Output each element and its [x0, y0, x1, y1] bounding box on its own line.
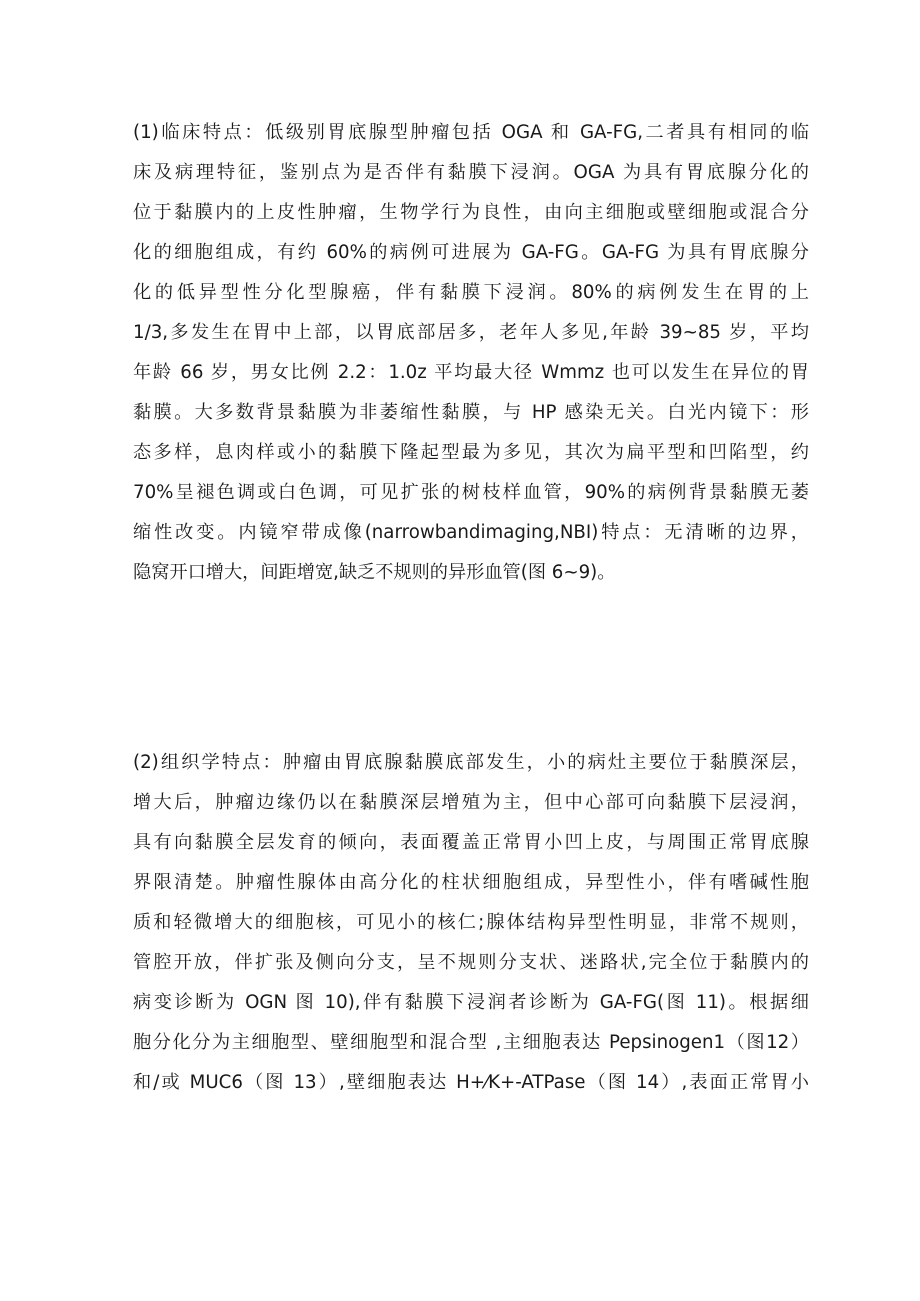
- text-line: 病变诊断为 OGN 图 10),伴有黏膜下浸润者诊断为 GA-FG(图 11)。根据细: [133, 992, 809, 1013]
- text-line: 增大后，肿瘤边缘仍以在黏膜深层增殖为主，但中心部可向黏膜下层浸润，: [133, 792, 809, 813]
- text-line: 70%呈褪色调或白色调，可见扩张的树枝样血管，90%的病例背景黏膜无萎: [133, 482, 809, 503]
- text-line: 黏膜。大多数背景黏膜为非萎缩性黏膜，与 HP 感染无关。白光内镜下：形: [133, 402, 809, 423]
- text-line: 管腔开放，伴扩张及侧向分支，呈不规则分支状、迷路状,完全位于黏膜内的: [133, 952, 809, 973]
- text-line: 1/3,多发生在胃中上部，以胃底部居多，老年人多见,年龄 39~85 岁，平均: [133, 322, 809, 343]
- text-line: 具有向黏膜全层发育的倾向，表面覆盖正常胃小凹上皮，与周围正常胃底腺: [133, 832, 809, 853]
- text-line: (1)临床特点：低级别胃底腺型肿瘤包括 OGA 和 GA-FG,二者具有相同的临: [133, 122, 809, 143]
- text-line: 化的低异型性分化型腺癌，伴有黏膜下浸润。80%的病例发生在胃的上: [133, 282, 809, 303]
- text-line: 床及病理特征，鉴别点为是否伴有黏膜下浸润。OGA 为具有胃底腺分化的: [133, 162, 809, 183]
- paragraph-clinical-features: [133, 113, 809, 593]
- text-line: 年龄 66 岁，男女比例 2.2：1.0z 平均最大径 Wmmz 也可以发生在异位的胃: [133, 362, 809, 383]
- text-line: 位于黏膜内的上皮性肿瘤，生物学行为良性，由向主细胞或壁细胞或混合分: [133, 202, 809, 223]
- text-line: 界限清楚。肿瘤性腺体由高分化的柱状细胞组成，异型性小，伴有嗜碱性胞: [133, 872, 809, 893]
- paragraph-histological-features: [133, 743, 809, 1103]
- text-line: 化的细胞组成，有约 60%的病例可进展为 GA-FG。GA-FG 为具有胃底腺分: [133, 242, 809, 263]
- text-line: 隐窝开口增大，间距增宽,缺乏不规则的异形血管(图 6~9)。: [133, 562, 616, 583]
- text-line: (2)组织学特点：肿瘤由胃底腺黏膜底部发生，小的病灶主要位于黏膜深层，: [133, 752, 809, 773]
- text-line: 缩性改变。内镜窄带成像(narrowbandimaging,NBI)特点：无清晰的边界，: [133, 522, 809, 543]
- text-line: 质和轻微增大的细胞核，可见小的核仁;腺体结构异型性明显，非常不规则，: [133, 912, 809, 933]
- text-line: 态多样，息肉样或小的黏膜下隆起型最为多见，其次为扁平型和凹陷型，约: [133, 442, 809, 463]
- text-line: 胞分化分为主细胞型、壁细胞型和混合型 ,主细胞表达 Pepsinogen1（图12）: [133, 1032, 809, 1053]
- text-line: 和/或 MUC6（图 13）,壁细胞表达 H+⁄K+-ATPase（图 14）,表面正常胃小: [133, 1072, 809, 1093]
